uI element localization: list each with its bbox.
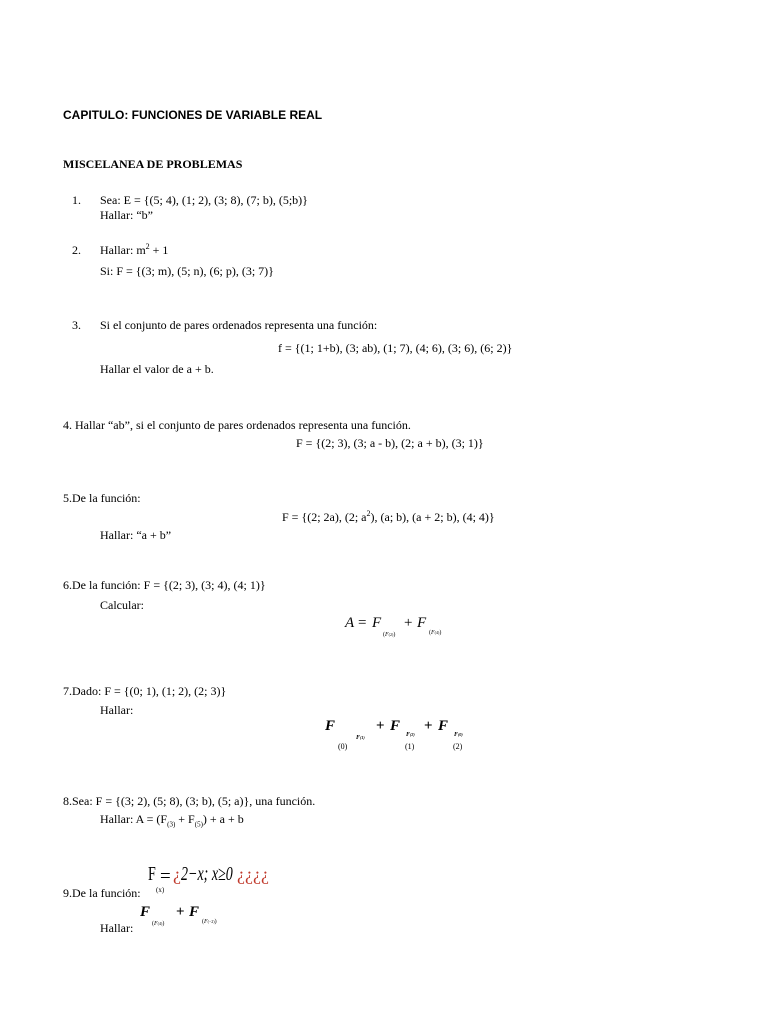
formula-f-1: F	[140, 904, 151, 920]
formula-equals: =	[358, 615, 367, 631]
piecewise-tail-glyphs: ¿¿¿¿	[237, 864, 269, 884]
problem-3-number: 3.	[72, 318, 81, 332]
formula-f-2: F	[390, 718, 401, 734]
formula-f-2: F	[417, 615, 427, 631]
piecewise-body: 2−x; x≥0	[181, 863, 233, 885]
problem-5-set: F = {(2; 2a), (2; $a^2$), (a; b), (a + 2; b), (4; 4)}	[282, 509, 495, 524]
problem-2-line-1: Hallar: $m^2 + 1$	[100, 242, 169, 257]
piecewise-idx: (x)	[156, 886, 165, 894]
piecewise-open-glyph: ¿	[173, 864, 181, 884]
formula-f-1: F	[372, 615, 382, 631]
chapter-title: CAPITULO: FUNCIONES DE VARIABLE REAL	[63, 108, 323, 122]
formula-plus-1: +	[376, 718, 385, 734]
problem-1-number: 1.	[72, 193, 81, 207]
piecewise-f: F	[148, 863, 156, 885]
formula-sub-1: (F(2))	[383, 632, 396, 638]
problem-2-number: 2.	[72, 243, 81, 257]
section-title: MISCELANEA DE PROBLEMAS	[63, 157, 243, 171]
piecewise-equals: =	[160, 866, 171, 887]
formula-plus-2: +	[424, 718, 433, 734]
formula-sub-2: (F(−2))	[202, 919, 217, 925]
problem-9-line-1: 9.De la función:	[63, 886, 141, 900]
problem-4-line-1: 4. Hallar “ab”, si el conjunto de pares ordenados representa una función.	[63, 418, 411, 432]
formula-t2-sub: F(2)	[406, 732, 415, 738]
formula-plus: +	[176, 904, 185, 920]
problem-3-set: f = {(1; 1+b), (3; ab), (1; 7), (4; 6), (3; 6), (6; 2)}	[278, 341, 513, 355]
formula-t3-idx: (2)	[453, 742, 463, 751]
problem-6-line-2: Calcular:	[100, 598, 144, 612]
formula-f-1: F	[325, 718, 336, 734]
formula-sub-1: (F(4))	[152, 921, 165, 927]
formula-t2-idx: (1)	[405, 742, 415, 751]
problem-2-line-2: Si: F = {(3; m), (5; n), (6; p), (3; 7)}	[100, 264, 274, 278]
formula-f-2: F	[189, 904, 200, 920]
formula-t3-sub: F(0)	[454, 732, 463, 738]
problem-3-line-3: Hallar el valor de a + b.	[100, 362, 214, 376]
problem-3-line-1: Si el conjunto de pares ordenados representa una función:	[100, 318, 378, 332]
problem-4-set: F = {(2; 3), (3; a - b), (2; a + b), (3; 1)}	[296, 436, 484, 450]
formula-t1-idx: (0)	[338, 742, 348, 751]
problem-7-line-1: 7.Dado: F = {(0; 1), (1; 2), (2; 3)}	[63, 684, 227, 698]
problem-8-line-2: Hallar: $A = (F_{(3)} + F_{(5)}) + a + b$	[100, 812, 244, 829]
problem-9-line-2: Hallar:	[100, 921, 134, 935]
problem-5-line-1: 5.De la función:	[63, 491, 141, 505]
problem-1-line-1: Sea: E = {(5; 4), (1; 2), (3; 8), (7; b), (5;b)}	[100, 193, 308, 207]
problem-5-line-3: Hallar: “a + b”	[100, 528, 172, 542]
problem-7-line-2: Hallar:	[100, 703, 134, 717]
problem-6-line-1: 6.De la función: F = {(2; 3), (3; 4), (4; 1)}	[63, 578, 266, 592]
formula-lhs: A	[345, 615, 355, 631]
formula-f-3: F	[438, 718, 449, 734]
formula-plus: +	[404, 615, 413, 631]
formula-sub-2: (F(4))	[429, 630, 442, 636]
problem-1-line-2: Hallar: “b”	[100, 208, 153, 222]
formula-t1-sub: F(1)	[356, 735, 365, 741]
problem-8-line-1: 8.Sea: F = {(3; 2), (5; 8), (3; b), (5; a)}, una función.	[63, 794, 316, 808]
